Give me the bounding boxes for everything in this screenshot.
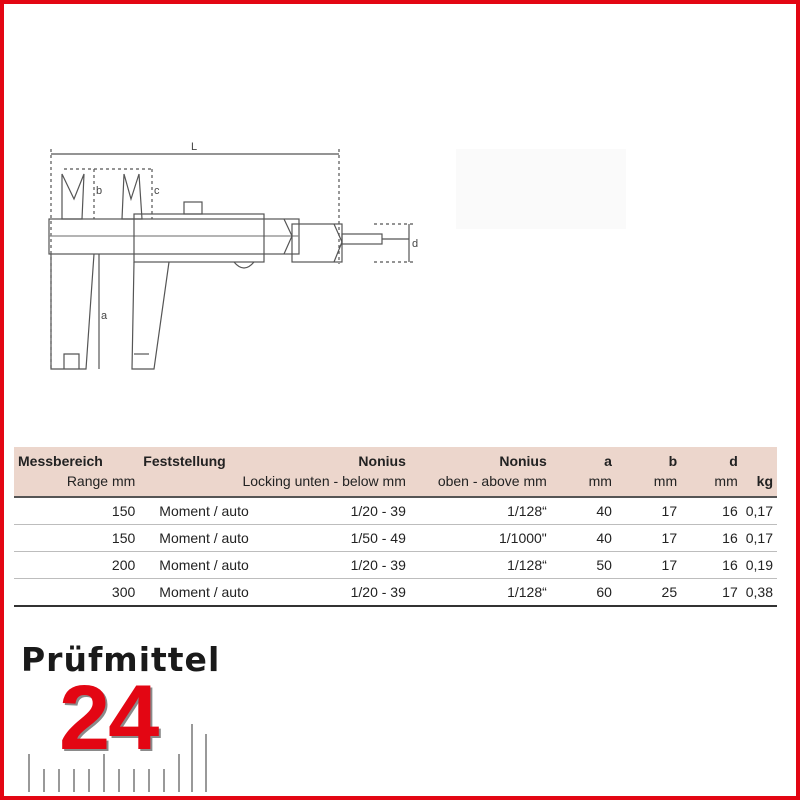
- table-row: [14, 552, 777, 579]
- col-subheader-a-unit: mm: [551, 471, 616, 497]
- col-header-b: b: [616, 447, 681, 471]
- caliper-technical-drawing: [34, 124, 434, 394]
- cell-nonius-above: 1/1000": [410, 525, 551, 552]
- cell-a: 40: [551, 497, 616, 525]
- cell-nonius-above: 1/128“: [410, 579, 551, 607]
- specification-table: [14, 447, 777, 607]
- cell-nonius-above: 1/128“: [410, 552, 551, 579]
- col-header-empty: [742, 447, 777, 471]
- cell-kg: 0,38: [742, 579, 777, 607]
- cell-range: 300: [14, 579, 139, 607]
- cell-nonius-below: 1/20 - 39: [292, 497, 410, 525]
- dim-label-L: L: [191, 141, 198, 153]
- col-header-nonius-oben: Nonius: [410, 447, 551, 471]
- cell-a: 40: [551, 525, 616, 552]
- col-subheader-b-unit: mm: [616, 471, 681, 497]
- col-header-a: a: [551, 447, 616, 471]
- cell-b: 17: [616, 497, 681, 525]
- cell-range: 150: [14, 497, 139, 525]
- dim-label-a: a: [101, 310, 108, 322]
- cell-range: 200: [14, 552, 139, 579]
- cell-kg: 0,19: [742, 552, 777, 579]
- cell-nonius-below: 1/20 - 39: [292, 552, 410, 579]
- dim-label-c: c: [154, 185, 160, 197]
- cell-nonius-below: 1/50 - 49: [292, 525, 410, 552]
- table-row: [14, 525, 777, 552]
- col-subheader-oben: oben - above mm: [410, 471, 551, 497]
- placeholder-area: [456, 149, 626, 229]
- col-subheader-locking: Locking unten - below mm: [139, 471, 410, 497]
- cell-range: 150: [14, 525, 139, 552]
- col-header-feststellung: Feststellung: [139, 447, 292, 471]
- cell-b: 17: [616, 525, 681, 552]
- cell-locking: Moment / auto: [139, 497, 292, 525]
- cell-locking: Moment / auto: [139, 525, 292, 552]
- table-subheader-row: [14, 471, 777, 497]
- col-subheader-range: Range mm: [14, 471, 139, 497]
- dim-label-b: b: [96, 185, 103, 197]
- col-header-d: d: [681, 447, 742, 471]
- cell-d: 16: [681, 525, 742, 552]
- cell-d: 16: [681, 497, 742, 525]
- table-row: [14, 579, 777, 607]
- cell-b: 25: [616, 579, 681, 607]
- cell-kg: 0,17: [742, 497, 777, 525]
- table-row: [14, 497, 777, 525]
- cell-locking: Moment / auto: [139, 552, 292, 579]
- logo-number: 24: [59, 667, 158, 769]
- col-subheader-d-unit: mm: [681, 471, 742, 497]
- cell-locking: Moment / auto: [139, 579, 292, 607]
- cell-d: 17: [681, 579, 742, 607]
- cell-nonius-below: 1/20 - 39: [292, 579, 410, 607]
- table-header-row: [14, 447, 777, 471]
- cell-kg: 0,17: [742, 525, 777, 552]
- col-subheader-kg: kg: [742, 471, 777, 497]
- cell-nonius-above: 1/128“: [410, 497, 551, 525]
- logo-wordmark: Prüfmittel: [21, 640, 221, 679]
- col-header-nonius-unten: Nonius: [292, 447, 410, 471]
- cell-d: 16: [681, 552, 742, 579]
- cell-a: 50: [551, 552, 616, 579]
- cell-a: 60: [551, 579, 616, 607]
- cell-b: 17: [616, 552, 681, 579]
- col-header-messbereich: Messbereich: [14, 447, 139, 471]
- dim-label-d: d: [412, 238, 419, 250]
